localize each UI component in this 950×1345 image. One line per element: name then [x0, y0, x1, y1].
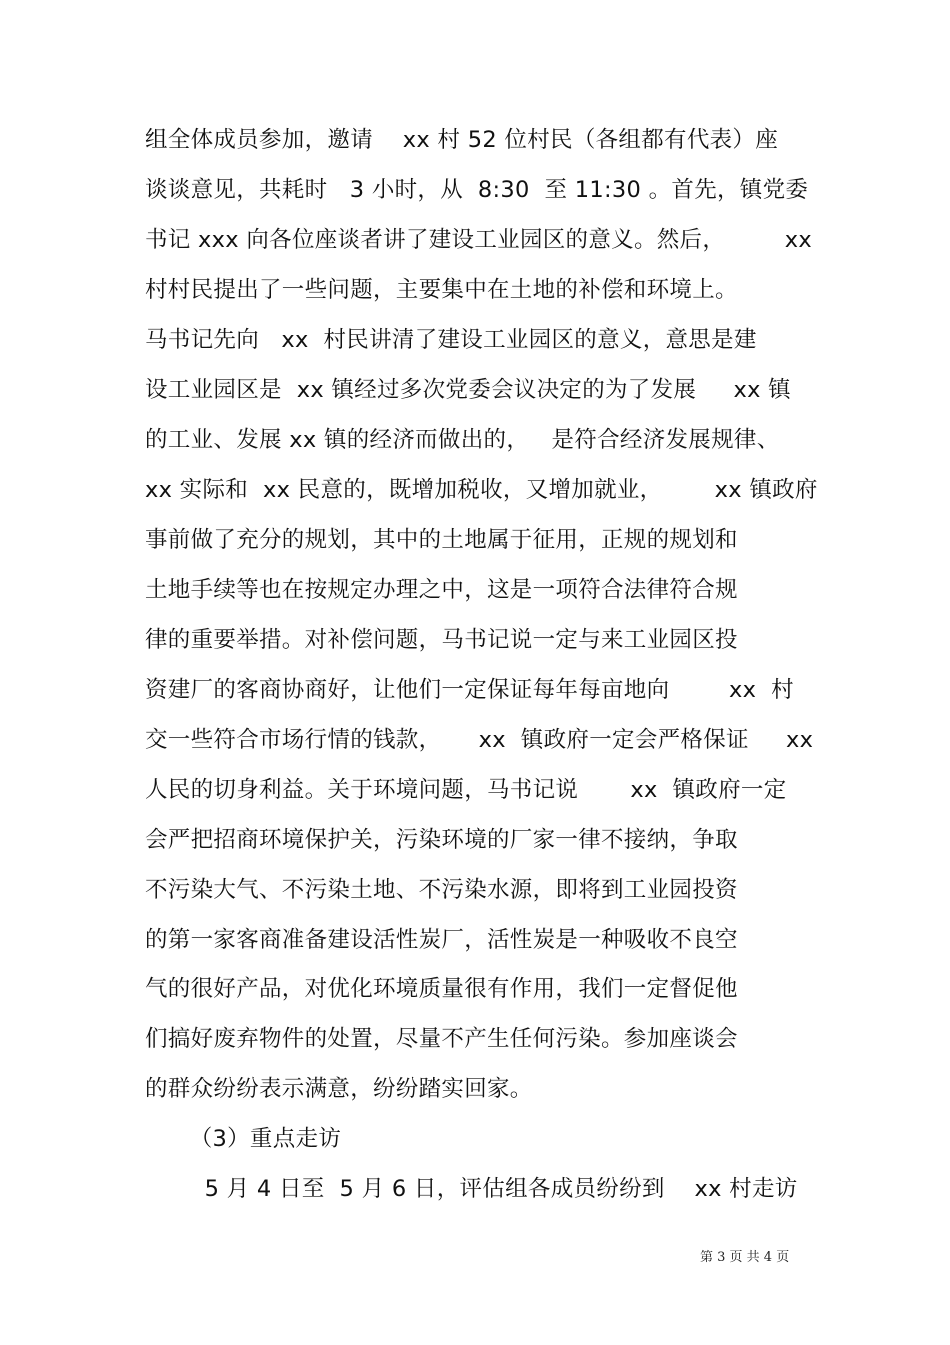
body-text-line: 们搞好废弃物件的处置，尽量不产生任何污染。参加座谈会	[145, 1026, 738, 1052]
body-text-line: 律的重要举措。对补偿问题，马书记说一定与来工业园区投	[145, 627, 738, 653]
body-text-line: 5 月 4 日至 5 月 6 日，评估组各成员纷纷到 xx 村走访	[145, 1176, 798, 1202]
body-text-line: 设工业园区是 xx 镇经过多次党委会议决定的为了发展 xx 镇	[145, 377, 791, 403]
body-text-line: xx 实际和 xx 民意的，既增加税收，又增加就业， xx 镇政府	[145, 477, 818, 503]
section-heading: （3）重点走访	[145, 1126, 342, 1152]
body-text-line: 的工业、发展 xx 镇的经济而做出的， 是符合经济发展规律、	[145, 427, 780, 453]
body-text-line: 事前做了充分的规划，其中的土地属于征用，正规的规划和	[145, 527, 738, 553]
body-text-line: 不污染大气、不污染土地、不污染水源，即将到工业园投资	[145, 877, 738, 903]
body-text-line: 组全体成员参加，邀请 xx 村 52 位村民（各组都有代表）座	[145, 127, 779, 153]
body-text-line: 谈谈意见，共耗时 3 小时，从 8:30 至 11:30 。首先，镇党委	[145, 177, 809, 203]
body-text-line: 交一些符合市场行情的钱款， xx 镇政府一定会严格保证 xx	[145, 727, 814, 753]
body-text-line: 的群众纷纷表示满意，纷纷踏实回家。	[145, 1076, 533, 1102]
body-text-line: 马书记先向 xx 村民讲清了建设工业园区的意义，意思是建	[145, 327, 757, 353]
body-text-line: 的第一家客商准备建设活性炭厂，活性炭是一种吸收不良空	[145, 927, 738, 953]
page-number-footer: 第 3 页 共 4 页	[700, 1250, 790, 1265]
body-text-line: 气的很好产品，对优化环境质量很有作用，我们一定督促他	[145, 976, 738, 1002]
body-text-line: 人民的切身利益。关于环境问题，马书记说 xx 镇政府一定	[145, 777, 787, 803]
body-text-line: 村村民提出了一些问题，主要集中在土地的补偿和环境上。	[145, 277, 738, 303]
body-text-line: 会严把招商环境保护关，污染环境的厂家一律不接纳，争取	[145, 827, 738, 853]
body-text-line: 书记 xxx 向各位座谈者讲了建设工业园区的意义。然后， xx	[145, 227, 812, 253]
body-text-line: 资建厂的客商协商好，让他们一定保证每年每亩地向 xx 村	[145, 677, 794, 703]
body-text-line: 土地手续等也在按规定办理之中，这是一项符合法律符合规	[145, 577, 738, 603]
